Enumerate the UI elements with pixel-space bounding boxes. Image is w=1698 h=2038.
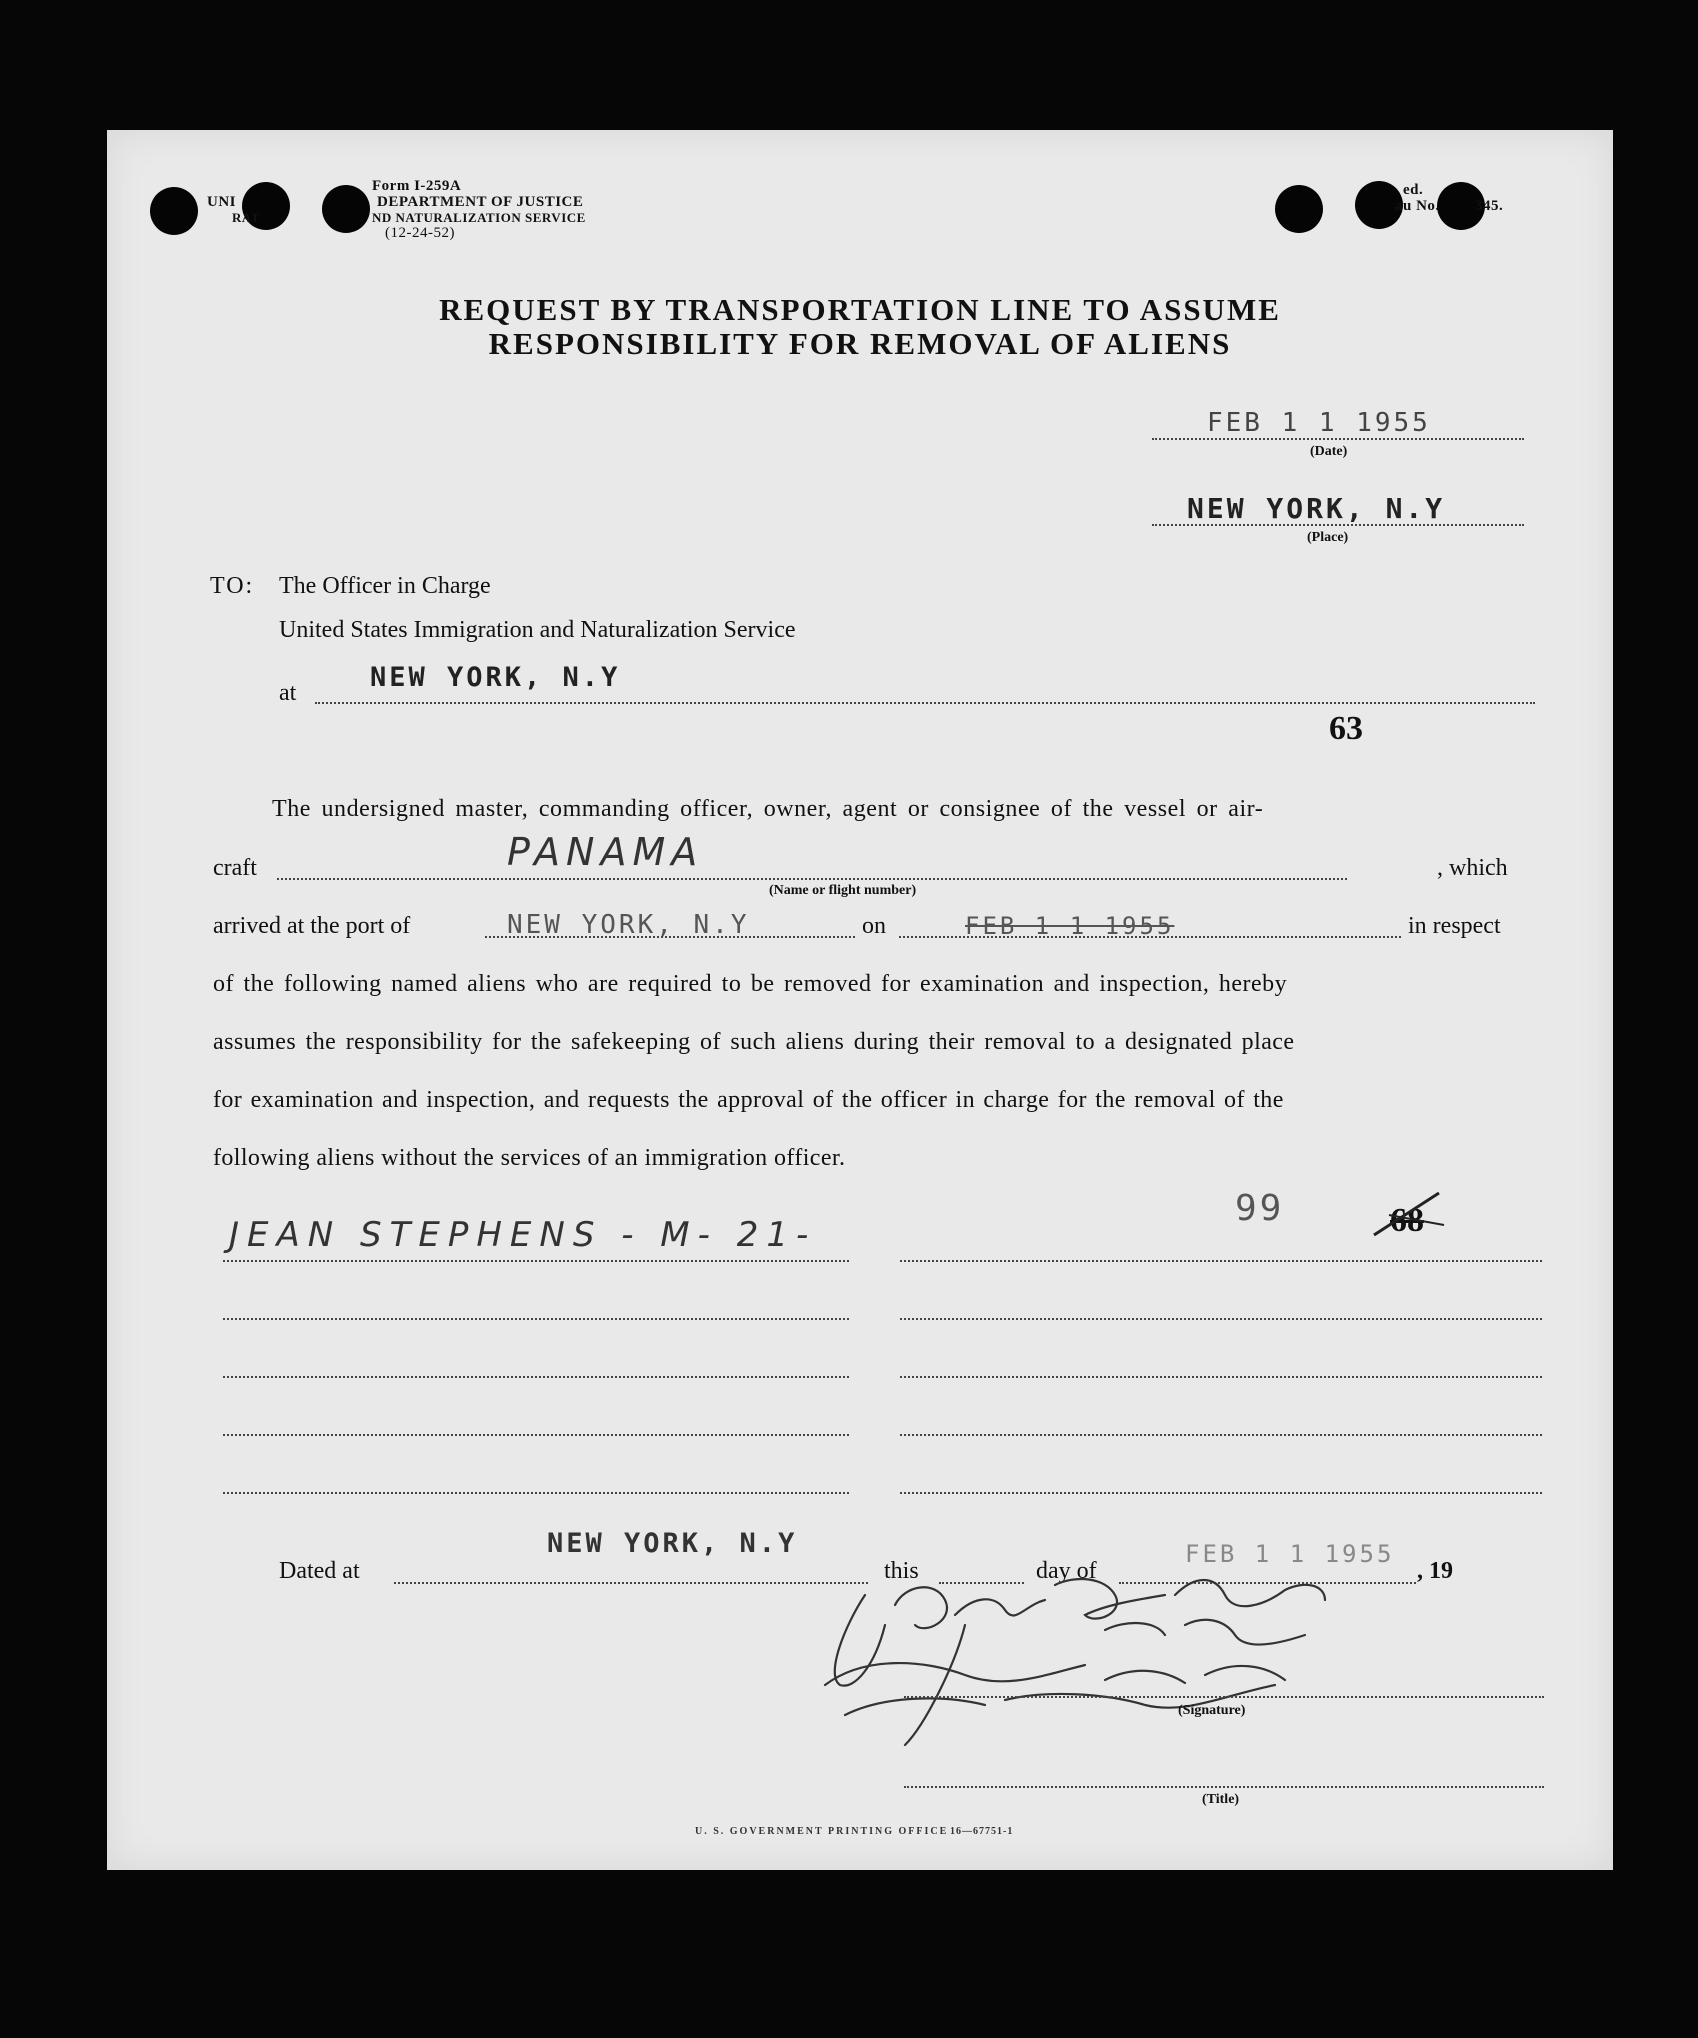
date-caption: (Date) [1310,444,1348,459]
addressee-line2: United States Immigration and Naturalization Service [279,617,796,643]
body-line5: assumes the responsibility for the safekeeping of such aliens during their removal to a designated place [213,1029,1295,1055]
to-label: TO: [210,573,255,599]
alien-line-left [223,1376,849,1378]
handwritten-signature [805,1565,1505,1795]
bureau-number: 345. [1475,198,1504,214]
redaction-mark [150,187,198,235]
redaction-mark [1275,185,1323,233]
alien-line-right [900,1260,1542,1262]
bureau-text: au No. [1395,198,1440,214]
alien-line-left [223,1318,849,1320]
alien-line-right [900,1434,1542,1436]
port-line [485,936,855,938]
place-line [1152,524,1524,526]
craft-caption: (Name or flight number) [769,883,917,898]
title-line [904,1786,1544,1788]
place-value: NEW YORK, N.Y [1187,492,1446,525]
at-line [315,702,1535,704]
port-value: NEW YORK, N.Y [507,910,750,940]
place-caption: (Place) [1307,530,1349,545]
on-label: on [862,913,886,939]
form-revision-date: (12-24-52) [385,225,455,241]
alien-entry-name: JEAN STEPHENS - M- 21- [229,1215,817,1255]
alien-entry-number: 99 [1235,1188,1285,1229]
year-label: , 19 [1417,1558,1453,1584]
this-label: this [884,1558,919,1584]
dated-at-line [394,1582,868,1584]
body-line1: The undersigned master, commanding officer, owner, agent or consignee of the vessel or air- [272,796,1264,822]
service-right: ND NATURALIZATION SERVICE [372,210,586,225]
signature-line [904,1696,1544,1698]
reference-number: 63 [1329,710,1363,747]
alien-line-right [900,1376,1542,1378]
form-page [107,130,1613,1870]
arrived-label: arrived at the port of [213,913,411,939]
title-caption: (Title) [1202,1792,1240,1807]
form-number: Form I-259A [372,178,462,194]
body-line6: for examination and inspection, and requests the approval of the officer in charge for the removal of the [213,1087,1284,1113]
on-date-line [899,936,1401,938]
signature-caption: (Signature) [1178,1703,1246,1718]
body-line4: of the following named aliens who are required to be removed for examination and inspection, hereby [213,971,1288,997]
body-line7: following aliens without the services of an immigration officer. [213,1145,846,1171]
alien-line-left [223,1492,849,1494]
date-line [1152,438,1524,440]
alien-line-right [900,1318,1542,1320]
printer-imprint: U. S. GOVERNMENT PRINTING OFFICE [695,1826,949,1837]
department-right: DEPARTMENT OF JUSTICE [377,194,584,210]
craft-line [277,878,1347,880]
alien-line-right [900,1492,1542,1494]
department-left: UNI [207,194,237,210]
day-of-value: FEB 1 1 1955 [1185,1540,1395,1568]
form-title-line1: REQUEST BY TRANSPORTATION LINE TO ASSUME [439,292,1281,327]
at-value: NEW YORK, N.Y [370,662,621,693]
at-label: at [279,680,297,706]
dated-at-value: NEW YORK, N.Y [547,1528,798,1559]
craft-value: PANAMA [507,830,704,874]
addressee-line1: The Officer in Charge [279,573,491,599]
redaction-mark [322,185,370,233]
in-respect-label: in respect [1408,913,1501,939]
form-title-line2: RESPONSIBILITY FOR REMOVAL OF ALIENS [488,326,1232,361]
dated-at-label: Dated at [279,1558,360,1584]
service-left: RAT [232,210,260,225]
which-label: , which [1437,855,1508,881]
alien-line-left [223,1434,849,1436]
on-date-value: FEB 1 1 1955 [965,912,1175,940]
date-value: FEB 1 1 1955 [1207,408,1431,438]
day-of-label: day of [1036,1558,1097,1584]
alien-entry-struck-number: 68 [1390,1202,1424,1239]
printer-code: 16—67751-1 [950,1826,1014,1837]
craft-label: craft [213,855,257,881]
approved-text: ed. [1403,182,1424,198]
strike-mark [1369,1185,1449,1245]
alien-line-left [223,1260,849,1262]
